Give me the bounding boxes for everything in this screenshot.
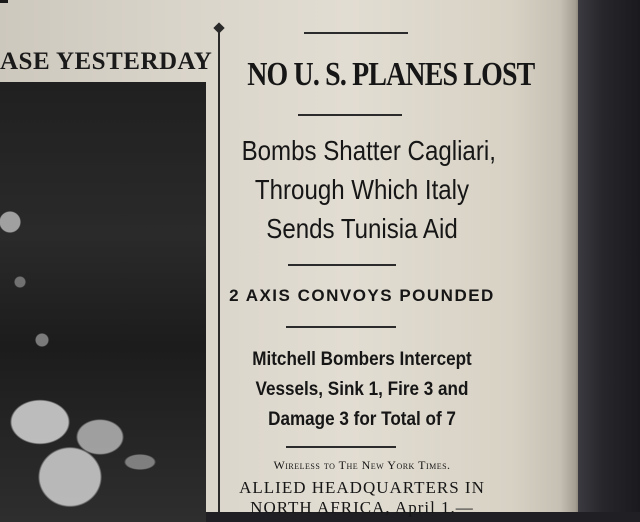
main-headline: NO U. S. PLANES LOST xyxy=(247,56,535,93)
body-line-1: ALLIED HEADQUARTERS IN xyxy=(239,478,485,497)
rule-top xyxy=(304,32,408,34)
left-headline-fragment: ASE YESTERDAY xyxy=(0,48,213,75)
top-left-mark xyxy=(0,0,8,3)
rule-4 xyxy=(286,446,396,448)
rule-2 xyxy=(288,264,396,266)
deck1-line-3: Sends Tunisia Aid xyxy=(266,213,458,244)
deck2-headline: 2 AXIS CONVOYS POUNDED xyxy=(229,286,495,305)
deck3-line-2: Vessels, Sink 1, Fire 3 and xyxy=(255,379,469,400)
column-rule xyxy=(218,32,220,512)
wireless-credit: Wireless to The New York Times. xyxy=(273,458,451,472)
news-photo-splash xyxy=(0,392,160,512)
deck3-line-3: Damage 3 for Total of 7 xyxy=(268,409,456,430)
rule-1 xyxy=(298,114,402,116)
body-line-2: NORTH AFRICA, April 1.— xyxy=(250,498,474,517)
dark-background xyxy=(578,0,640,512)
deck1-line-2: Through Which Italy xyxy=(254,174,470,205)
deck3-line-1: Mitchell Bombers Intercept xyxy=(252,349,472,370)
rule-3 xyxy=(286,326,396,328)
deck1-line-1: Bombs Shatter Cagliari, xyxy=(241,135,496,166)
